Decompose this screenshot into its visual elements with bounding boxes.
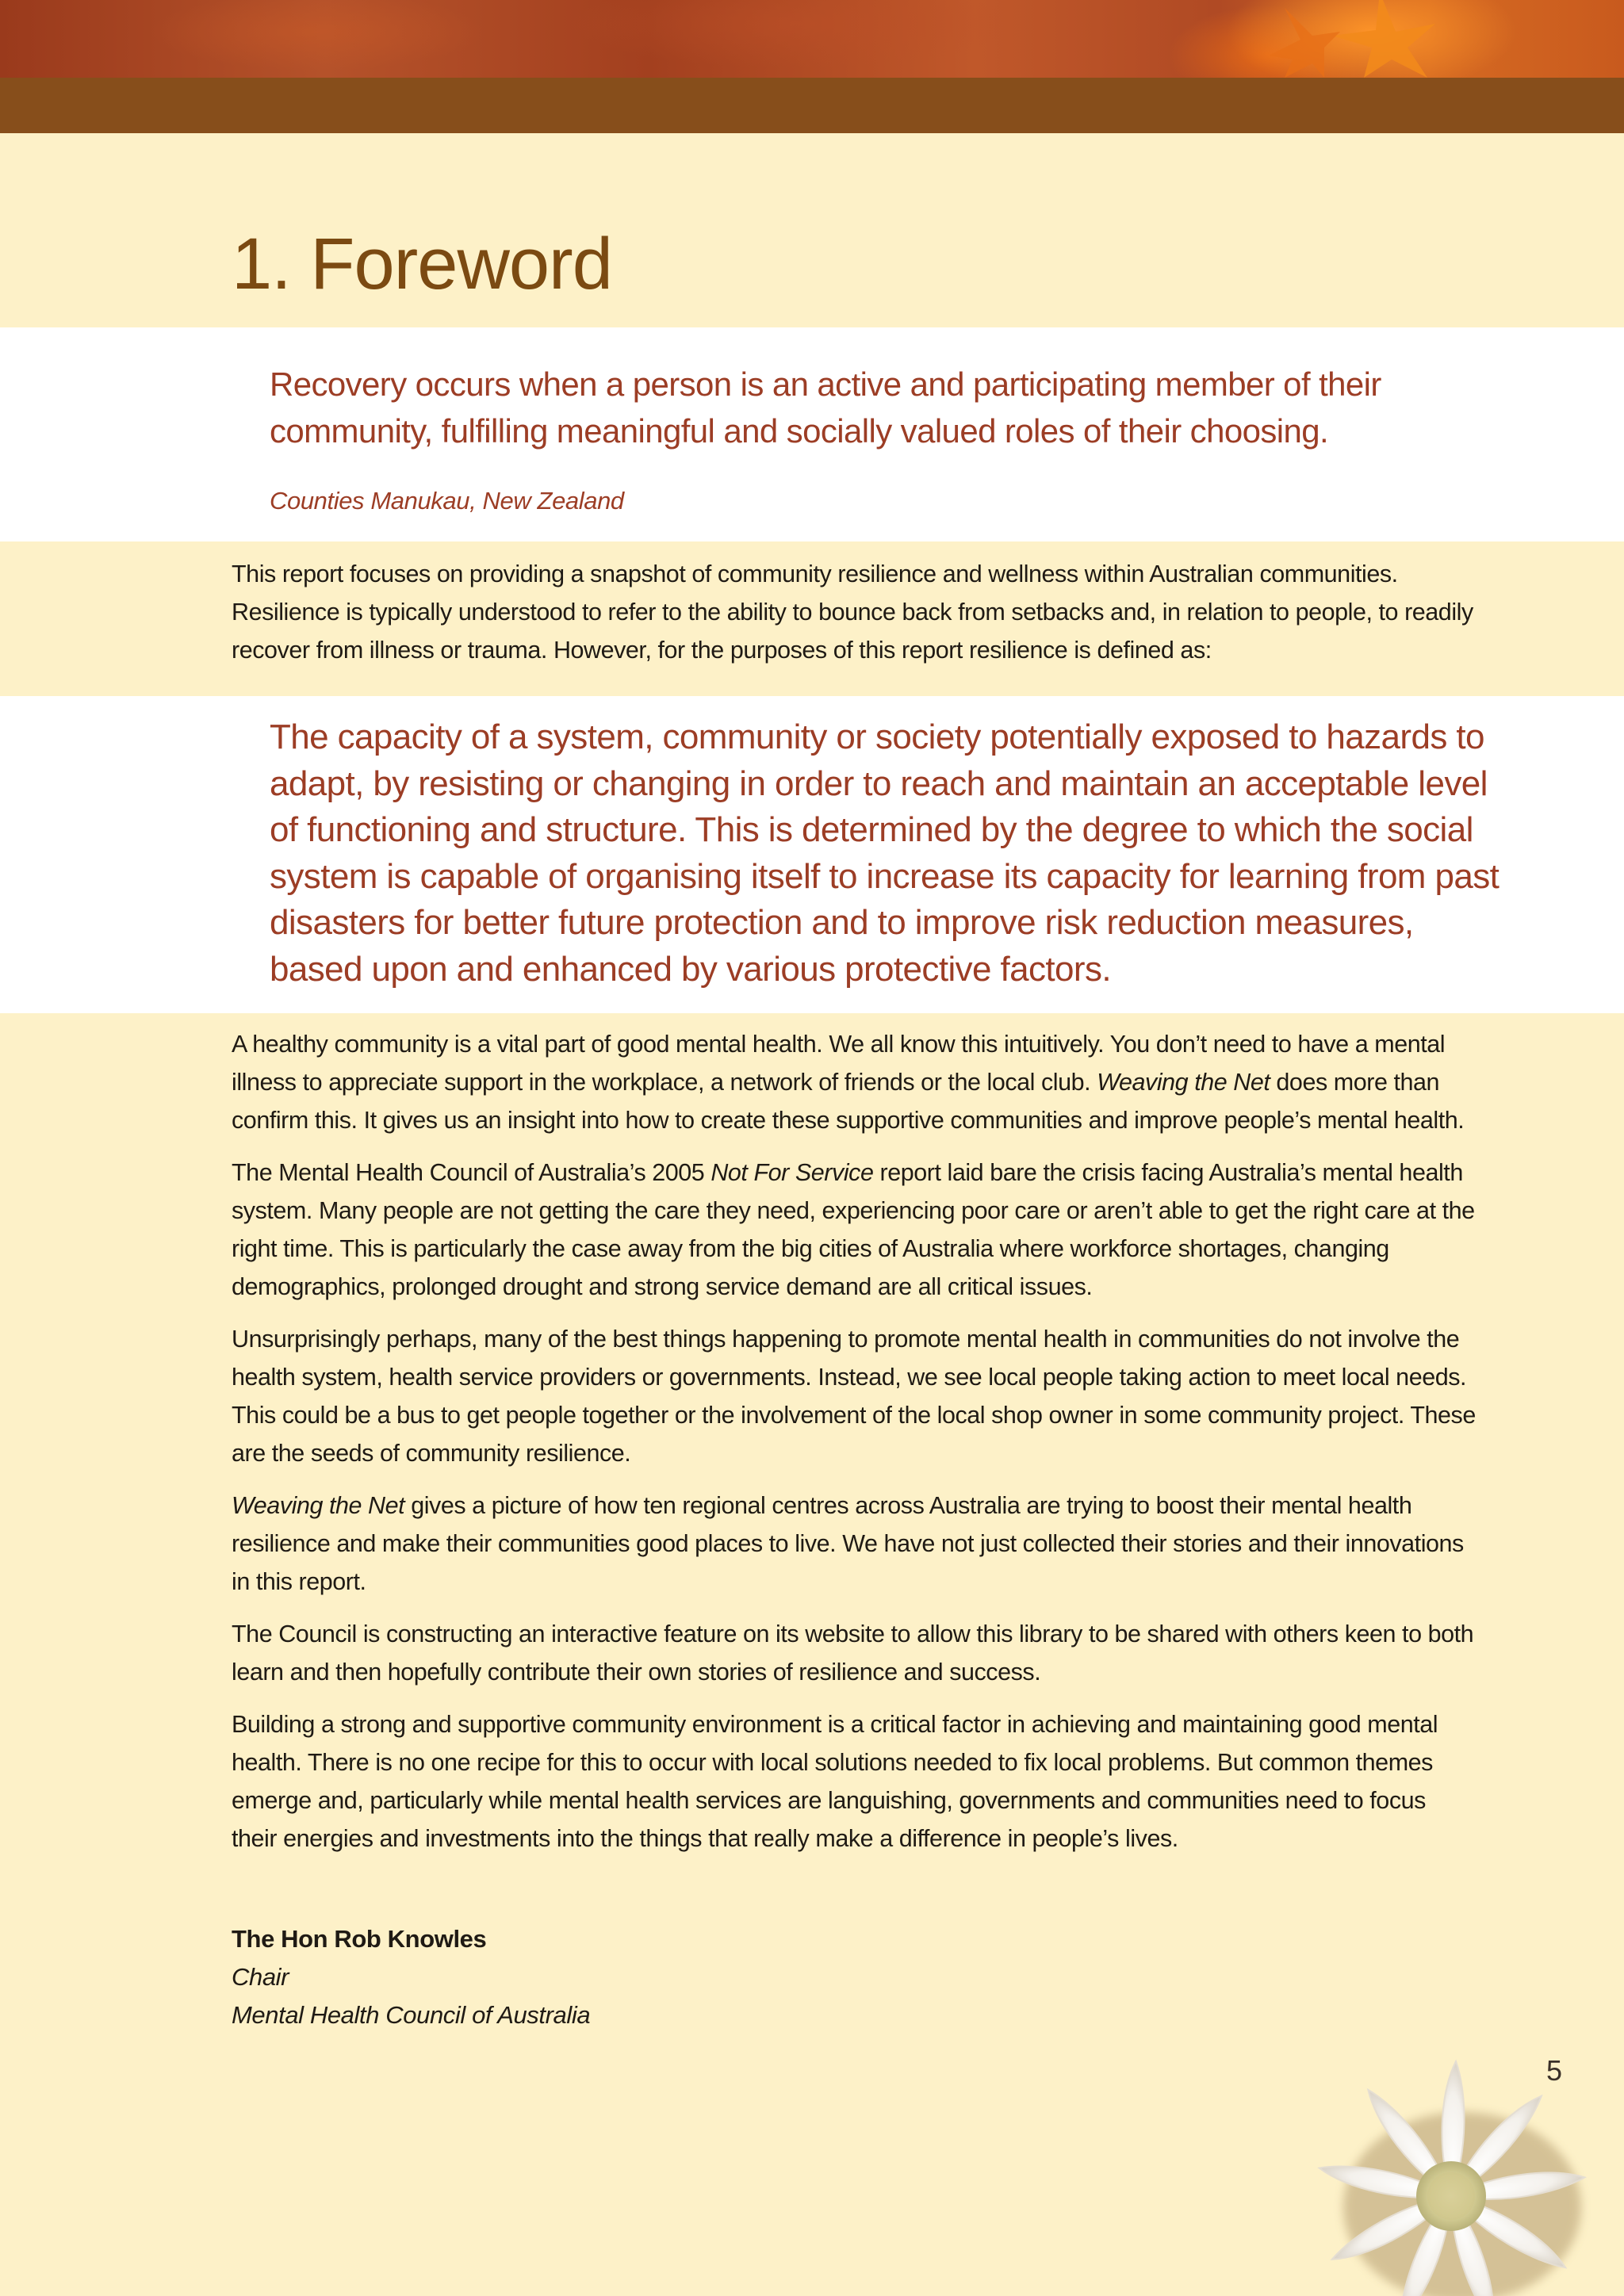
intro-section	[232, 555, 1477, 683]
report-title-emphasis: Weaving the Net	[232, 1492, 405, 1519]
text-run: does more than confirm this. It gives us an insight into how to create these supportive communities and improve people’s mental health.	[232, 1069, 1465, 1134]
text-run: The Mental Health Council of Australia’s 2005	[232, 1159, 711, 1186]
signatory-name: The Hon Rob Knowles	[232, 1925, 487, 1953]
body-paragraph-6: Building a strong and supportive community environment is a critical factor in achieving and maintaining good mental health. There is no one recipe for this to occur with local solutions needed to fix local problems. But common themes emerge and, particularly while mental health services are languishing, governments and communities need to focus their energies and investments into the things that really make a difference in people’s lives.	[232, 1711, 1438, 1852]
leaf-decoration-icon	[1237, 0, 1475, 78]
body-paragraph-1	[232, 1025, 1477, 1139]
intro-paragraph: This report focuses on providing a snapshot of community resilience and wellness within Australian communities. Resilience is typically understood to refer to the ability to bounce back from setbacks and, in relation to people, to readily recover from illness or trauma. However, for the purposes of this report resilience is defined as:	[232, 561, 1473, 664]
signature-block	[232, 1920, 590, 2034]
flower-icon	[1253, 2030, 1624, 2296]
text-run: gives a picture of how ten regional centres across Australia are trying to boost their mental health resilience and make their communities good places to live. We have not just collected their stories and their innovations in this report.	[232, 1492, 1464, 1595]
body-paragraph-4	[232, 1487, 1477, 1601]
report-title-emphasis: Weaving the Net	[1097, 1069, 1270, 1096]
body-paragraph-3: Unsurprisingly perhaps, many of the best things happening to promote mental health in communities do not involve the health system, health service providers or governments. Instead, we see local people taking action to meet local needs. This could be a bus to get people together or the involvement of the local shop owner in some community project. These are the seeds of community resilience.	[232, 1326, 1476, 1467]
body-paragraph-5: The Council is constructing an interactive feature on its website to allow this library to be shared with others keen to both learn and then hopefully contribute their own stories of resilience and success.	[232, 1621, 1474, 1686]
report-title-emphasis: Not For Service	[710, 1159, 874, 1186]
page-title: 1. Foreword	[232, 224, 612, 304]
resilience-definition-quote: The capacity of a system, community or society potentially exposed to hazards to adapt, by resisting or changing in order to reach and maintain an acceptable level of functioning and structure. This is determined by the degree to which the social system is capable of organising itself to increase its capacity for learning from past disasters for better future protection and to improve risk reduction measures, based upon and enhanced by various protective factors.	[270, 718, 1500, 989]
signatory-organisation: Mental Health Council of Australia	[232, 2001, 591, 2029]
page-number: 5	[1546, 2054, 1563, 2087]
foreword-body	[232, 1025, 1477, 1872]
text-run: report laid bare the crisis facing Australia’s mental health system. Many people are not getting the care they need, experiencing poor care or aren’t able to get the right care at the right time. This is particularly the case away from the big cities of Australia where workforce shortages, changing demographics, prolonged drought and strong service demand are all critical issues.	[232, 1159, 1475, 1300]
recovery-quote: Recovery occurs when a person is an active and participating member of their community, fulfilling meaningful and socially valued roles of their choosing.	[270, 365, 1381, 450]
quote-attribution: Counties Manukau, New Zealand	[270, 487, 624, 515]
signatory-role: Chair	[232, 1963, 289, 1991]
header-banner-strip	[0, 78, 1624, 133]
text-run: A healthy community is a vital part of good mental health. We all know this intuitively. You don’t need to have a mental illness to appreciate support in the workplace, a network of friends or the local club.	[232, 1031, 1446, 1096]
body-paragraph-2	[232, 1154, 1477, 1306]
